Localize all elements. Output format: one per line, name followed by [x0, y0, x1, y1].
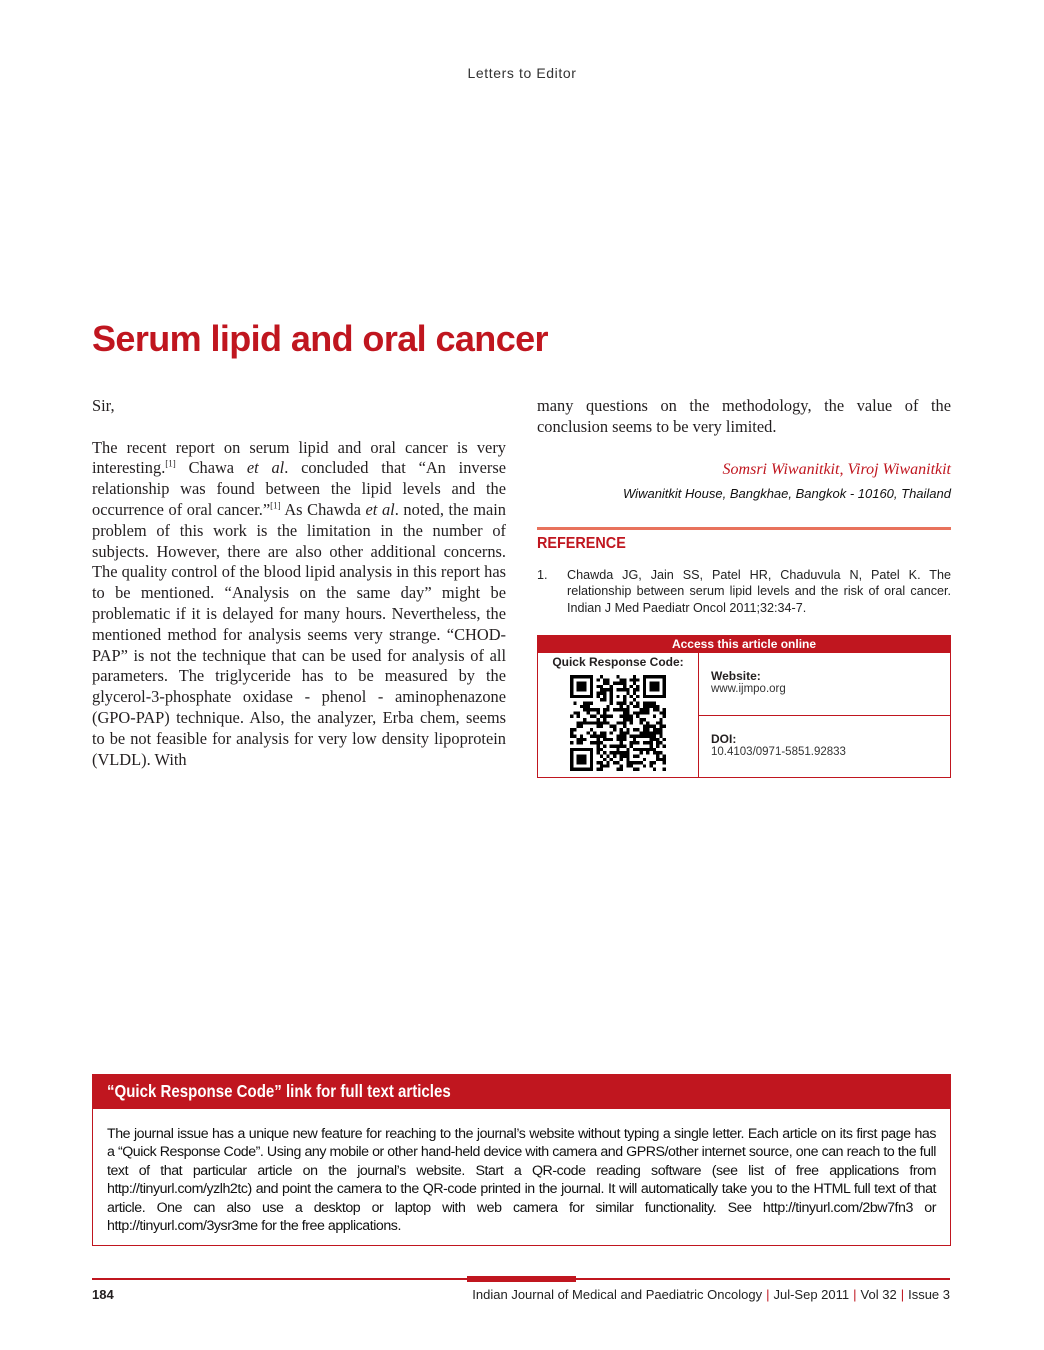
- footer-tab: [467, 1276, 576, 1282]
- et-al-italic: et al: [246, 458, 285, 478]
- qr-section: [538, 653, 699, 777]
- doi-cell: [699, 715, 950, 778]
- qr-notice-box: [92, 1074, 951, 1246]
- citation-mark: [1]: [165, 458, 176, 469]
- doi-label: DOI:: [711, 731, 737, 746]
- article-title: Serum lipid and oral cancer: [92, 318, 548, 359]
- separator: |: [766, 1287, 770, 1302]
- reference-text: Chawda JG, Jain SS, Patel HR, Chaduvula N, Patel K. The relationship between serum lipid levels and the risk of oral cancer. Indian J Med Paediatr Oncol 2011;32:34-7.: [567, 567, 951, 615]
- separator: |: [853, 1287, 857, 1302]
- body-text: The recent report on serum lipid and oral cancer is very interesting.: [92, 437, 506, 478]
- body-text: As Chawda: [280, 499, 366, 519]
- reference-divider: [537, 527, 951, 530]
- page-number: 184: [92, 1287, 114, 1302]
- qr-notice-title: [93, 1075, 950, 1109]
- author-names: Somsri Wiwanitkit, Viroj Wiwanitkit: [722, 460, 951, 478]
- access-details: [699, 653, 950, 777]
- citation-mark: [1]: [270, 500, 281, 511]
- access-article-box: [537, 635, 951, 778]
- right-column: [537, 396, 951, 778]
- website-cell: [699, 653, 950, 715]
- body-text: Chawa: [175, 458, 247, 478]
- section-label: Letters to Editor: [467, 65, 577, 81]
- website-link[interactable]: www.ijmpo.org: [711, 683, 786, 696]
- reference-heading: REFERENCE: [537, 534, 626, 552]
- qr-notice-body: The journal issue has a unique new feature for reaching to the journal’s website without typing a single letter. Each article on its first page has a “Quick Response Code”. Using any mobile or other hand-held device with camera and GPRS/other internet source, one can reach to the full text of that particular article on the journal’s website. Start a QR-code reading software (see list of free applications from http://tinyurl.com/yzlh2tc) and point the camera to the QR-code printed in the journal. It will automatically take you to the HTML full text of that article. One can also use a desktop or laptop with web camera for similar functionality. See http://tinyurl.com/2bw7fn3 or http://tinyurl.com/3ysr3me for the free applications.: [107, 1126, 936, 1235]
- body-text: . concluded that “An inverse relationship was found between the lipid levels and the occurrence of oral cancer.”: [92, 458, 506, 519]
- reference-item: [537, 567, 951, 617]
- separator: |: [900, 1287, 905, 1302]
- access-box-body: [538, 653, 950, 777]
- journal-info: [472, 1287, 950, 1302]
- qr-code-icon: [570, 675, 666, 771]
- et-al-italic: et al: [365, 499, 395, 519]
- issue-date: Jul-Sep 2011: [773, 1287, 850, 1302]
- body-text: . noted, the main problem of this work is the limitation in the number of subjects. However, there are also other additional concerns. The quality control of the blood lipid analysis in this report has to be mentioned. “Analysis on the same day” might be problematic if it is delayed for many hours. Nevertheless, the mentioned method for analysis seems very strange. “CHOD-PAP” is not the technique that can be used for analysis of all parameters. The triglyceride has to be measured by the glycerol-3-phosphate oxidase - phenol - aminophenazone (GPO-PAP) technique. Also, the analyzer, Erba chem, seems to be not feasible for analysis for very low density lipoprotein (VLDL). With: [92, 499, 506, 769]
- journal-name: Indian Journal of Medical and Paediatric Oncology: [472, 1287, 763, 1302]
- doi-value[interactable]: 10.4103/0971-5851.92833: [711, 745, 846, 758]
- access-box-header: Access this article online: [538, 636, 950, 653]
- qr-label: Quick Response Code:: [552, 655, 684, 670]
- website-label: Website:: [711, 669, 761, 684]
- issue-number: Issue 3: [908, 1287, 950, 1302]
- author-affiliation: Wiwanitkit House, Bangkhae, Bangkok - 10160, Thailand: [623, 485, 951, 501]
- salutation: Sir,: [92, 396, 115, 415]
- reference-number: 1.: [537, 567, 548, 582]
- body-paragraph: [92, 438, 506, 771]
- left-column: [92, 396, 506, 770]
- qr-notice-title-text: “Quick Response Code” link for full text articles: [107, 1081, 451, 1101]
- volume: Vol 32: [860, 1287, 897, 1302]
- continuation-paragraph: many questions on the methodology, the value of the conclusion seems to be very limited.: [537, 396, 951, 436]
